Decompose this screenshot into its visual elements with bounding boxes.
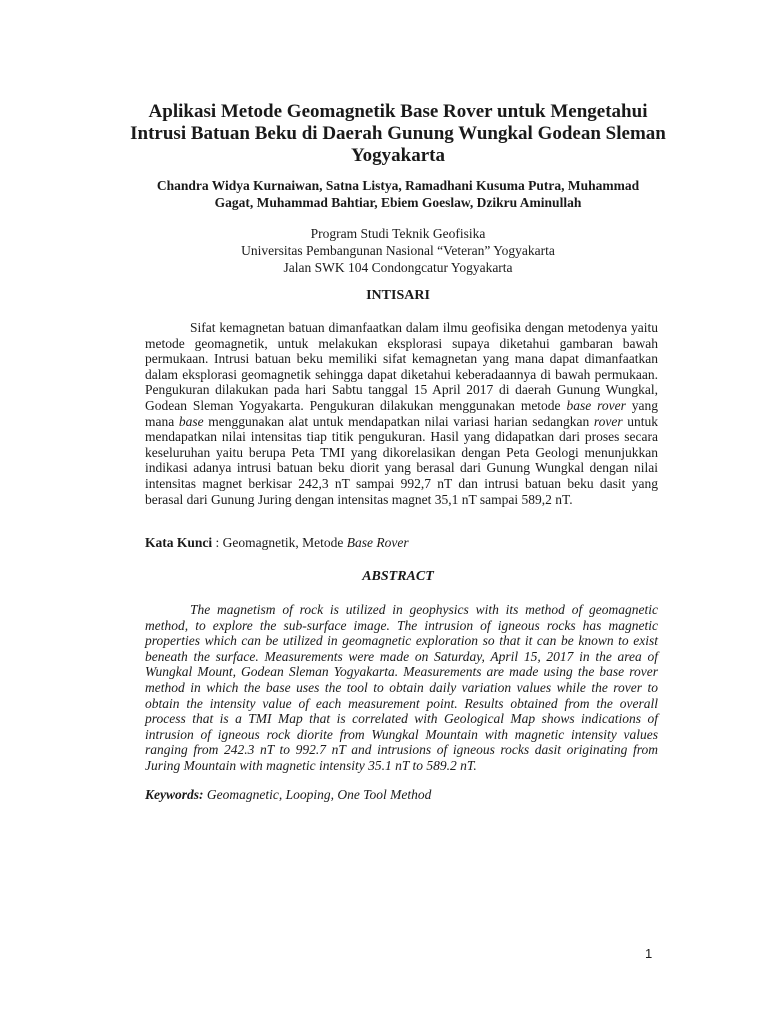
affiliation xyxy=(130,225,666,276)
intisari-text: yang mana xyxy=(145,397,658,429)
intisari-heading: INTISARI xyxy=(366,288,430,303)
title-line: Yogyakarta xyxy=(351,145,445,166)
author-line: Chandra Widya Kurnaiwan, Satna Listya, Ramadhani Kusuma Putra, Muhammad xyxy=(156,178,640,193)
intisari-paragraph xyxy=(145,320,658,507)
abstract-heading: ABSTRACT xyxy=(362,569,434,584)
keywords-label: Keywords: xyxy=(145,787,204,802)
author-line: Gagat, Muhammad Bahtiar, Ebiem Goeslaw, Dzikru Aminullah xyxy=(214,195,582,210)
keywords-line xyxy=(145,787,658,803)
intisari-text: menggunakan alat untuk mendapatkan nilai variasi harian sedangkan xyxy=(203,413,594,429)
intisari-emphasis: base xyxy=(178,413,204,429)
affiliation-line: Program Studi Teknik Geofisika xyxy=(310,226,486,241)
keywords-value: Geomagnetic, Looping, One Tool Method xyxy=(203,787,432,802)
kata-kunci-line xyxy=(145,535,658,551)
abstract-paragraph: The magnetism of rock is utilized in geophysics with its method of geomagnetic method, to explore the sub-surface image. The intrusion of igneous rocks has magnetic properties which can be utilized in geomagnetic exploration so that it can be known to exist beneath the surface. Measurements were made on Saturday, April 15, 2017 in the area of Wungkal Mount, Godean Sleman Yogyakarta. Measurements are made using the base rover method in which the base uses the tool to obtain daily variation values while the rover to obtain the intensity value of each measurement point. Results obtained from the overall process that is a TMI Map that is correlated with Geological Map shows indications of intrusion of igneous rock diorite from Wungkal Mountain with magnetic intensity values ranging from 242.3 nT to 992.7 nT and intrusions of igneous rocks dasit originating from Juring Mountain with magnetic intensity 35.1 nT to 589.2 nT. xyxy=(145,602,658,773)
title-line: Aplikasi Metode Geomagnetik Base Rover untuk Mengetahui xyxy=(148,101,648,122)
page-number: 1 xyxy=(645,946,653,961)
paper-title xyxy=(130,101,666,167)
title-line: Intrusi Batuan Beku di Daerah Gunung Wungkal Godean Sleman xyxy=(130,123,666,144)
intisari-emphasis: base rover xyxy=(566,397,626,413)
kata-kunci-separator: : xyxy=(212,535,223,550)
affiliation-line: Jalan SWK 104 Condongcatur Yogyakarta xyxy=(283,260,513,275)
intisari-text: Sifat kemagnetan batuan dimanfaatkan dalam ilmu geofisika dengan metodenya yaitu metode geomagnetik, untuk melakukan eksplorasi supaya diketahui gambaran bawah permukaan. Intrusi batuan beku memiliki sifat kemagnetan yang mana dapat dimanfaatkan dalam eksplorasi geomagnetik sehingga dapat diketahui keberadaannya di bawah permukaan. Pengukuran dilakukan pada hari Sabtu tanggal 15 April 2017 di daerah Gunung Wungkal, Godean Sleman Yogyakarta. Pengukuran dilakukan menggunakan metode xyxy=(145,320,658,413)
kata-kunci-value: Geomagnetik, Metode xyxy=(222,535,347,550)
intisari-emphasis: rover xyxy=(593,413,623,429)
kata-kunci-label: Kata Kunci xyxy=(145,535,213,550)
intisari-text: untuk mendapatkan nilai intensitas tiap titik pengukuran. Hasil yang didapatkan dari proses secara keseluruhan yaitu berupa Peta TMI yang dikorelasikan dengan Peta Geologi menunjukkan indikasi adanya intrusi batuan beku diorit yang berasal dari Gunung Wungkal dengan nilai intensitas magnet berkisar 242,3 nT sampai 992,7 nT dan intrusi batuan beku dasit yang berasal dari Gunung Juring dengan intensitas magnet 35,1 nT sampai 589,2 nT. xyxy=(145,413,658,507)
kata-kunci-emphasis: Base Rover xyxy=(346,535,409,550)
affiliation-line: Universitas Pembangunan Nasional “Veteran” Yogyakarta xyxy=(241,243,555,258)
author-list xyxy=(130,177,666,211)
